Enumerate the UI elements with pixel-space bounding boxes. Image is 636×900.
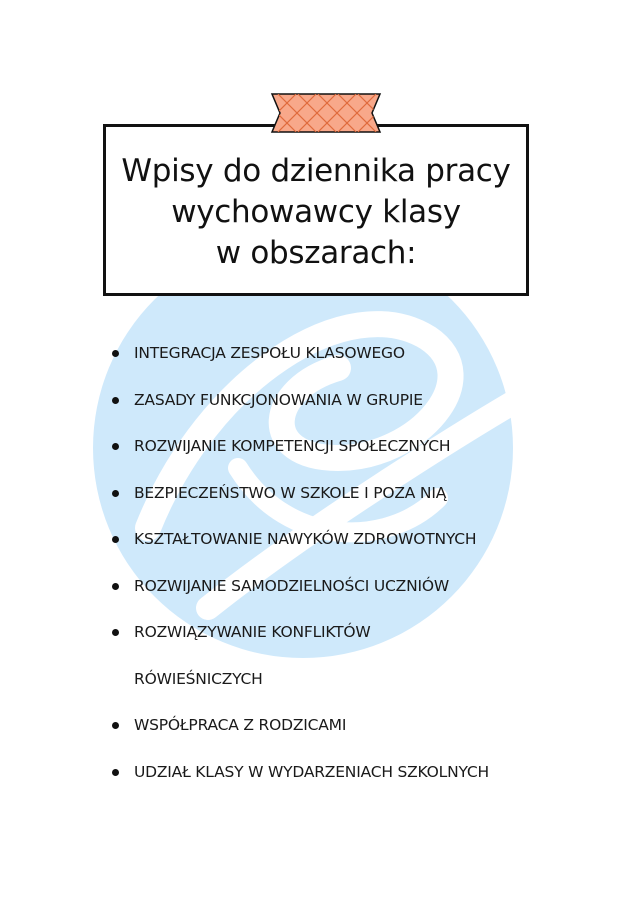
list-item-text: ROZWIJANIE KOMPETENCJI SPOŁECZNYCH	[134, 437, 451, 455]
list-item-text: INTEGRACJA ZESPOŁU KLASOWEGO	[134, 344, 405, 362]
bullet-icon	[112, 629, 119, 636]
title-line: wychowawcy klasy	[171, 193, 461, 230]
list-item	[112, 330, 612, 377]
areas-list	[112, 330, 612, 795]
list-item-text: UDZIAŁ KLASY W WYDARZENIACH SZKOLNYCH	[134, 762, 490, 781]
list-item	[112, 377, 612, 424]
list-item-text: KSZTAŁTOWANIE NAWYKÓW ZDROWOTNYCH	[134, 530, 477, 548]
list-item-text-continued: RÓWIEŚNICZYCH	[134, 669, 263, 688]
list-item	[112, 749, 612, 796]
list-item	[112, 563, 612, 610]
list-item-text: ROZWIĄZYWANIE KONFLIKTÓW	[134, 623, 371, 641]
list-item	[112, 516, 612, 563]
tape-decoration	[268, 92, 384, 134]
bullet-icon	[112, 583, 119, 590]
list-item-text: WSPÓŁPRACA Z RODZICAMI	[134, 716, 347, 734]
list-item	[112, 423, 612, 470]
list-item-text: ZASADY FUNKCJONOWANIA W GRUPIE	[134, 390, 423, 409]
bullet-icon	[112, 536, 119, 543]
list-item-text: ROZWIJANIE SAMODZIELNOŚCI UCZNIÓW	[134, 576, 449, 595]
title-line: w obszarach:	[215, 234, 417, 271]
list-item	[112, 470, 612, 517]
list-item	[112, 702, 612, 749]
bullet-icon	[112, 443, 119, 450]
title-line: Wpisy do dziennika pracy	[121, 152, 511, 189]
title-box	[103, 124, 529, 296]
bullet-icon	[112, 722, 119, 729]
bullet-icon	[112, 769, 119, 776]
bullet-icon	[112, 397, 119, 404]
list-item-text: BEZPIECZEŃSTWO W SZKOLE I POZA NIĄ	[134, 483, 447, 502]
bullet-icon	[112, 490, 119, 497]
bullet-icon	[112, 350, 119, 357]
list-item	[112, 609, 612, 702]
